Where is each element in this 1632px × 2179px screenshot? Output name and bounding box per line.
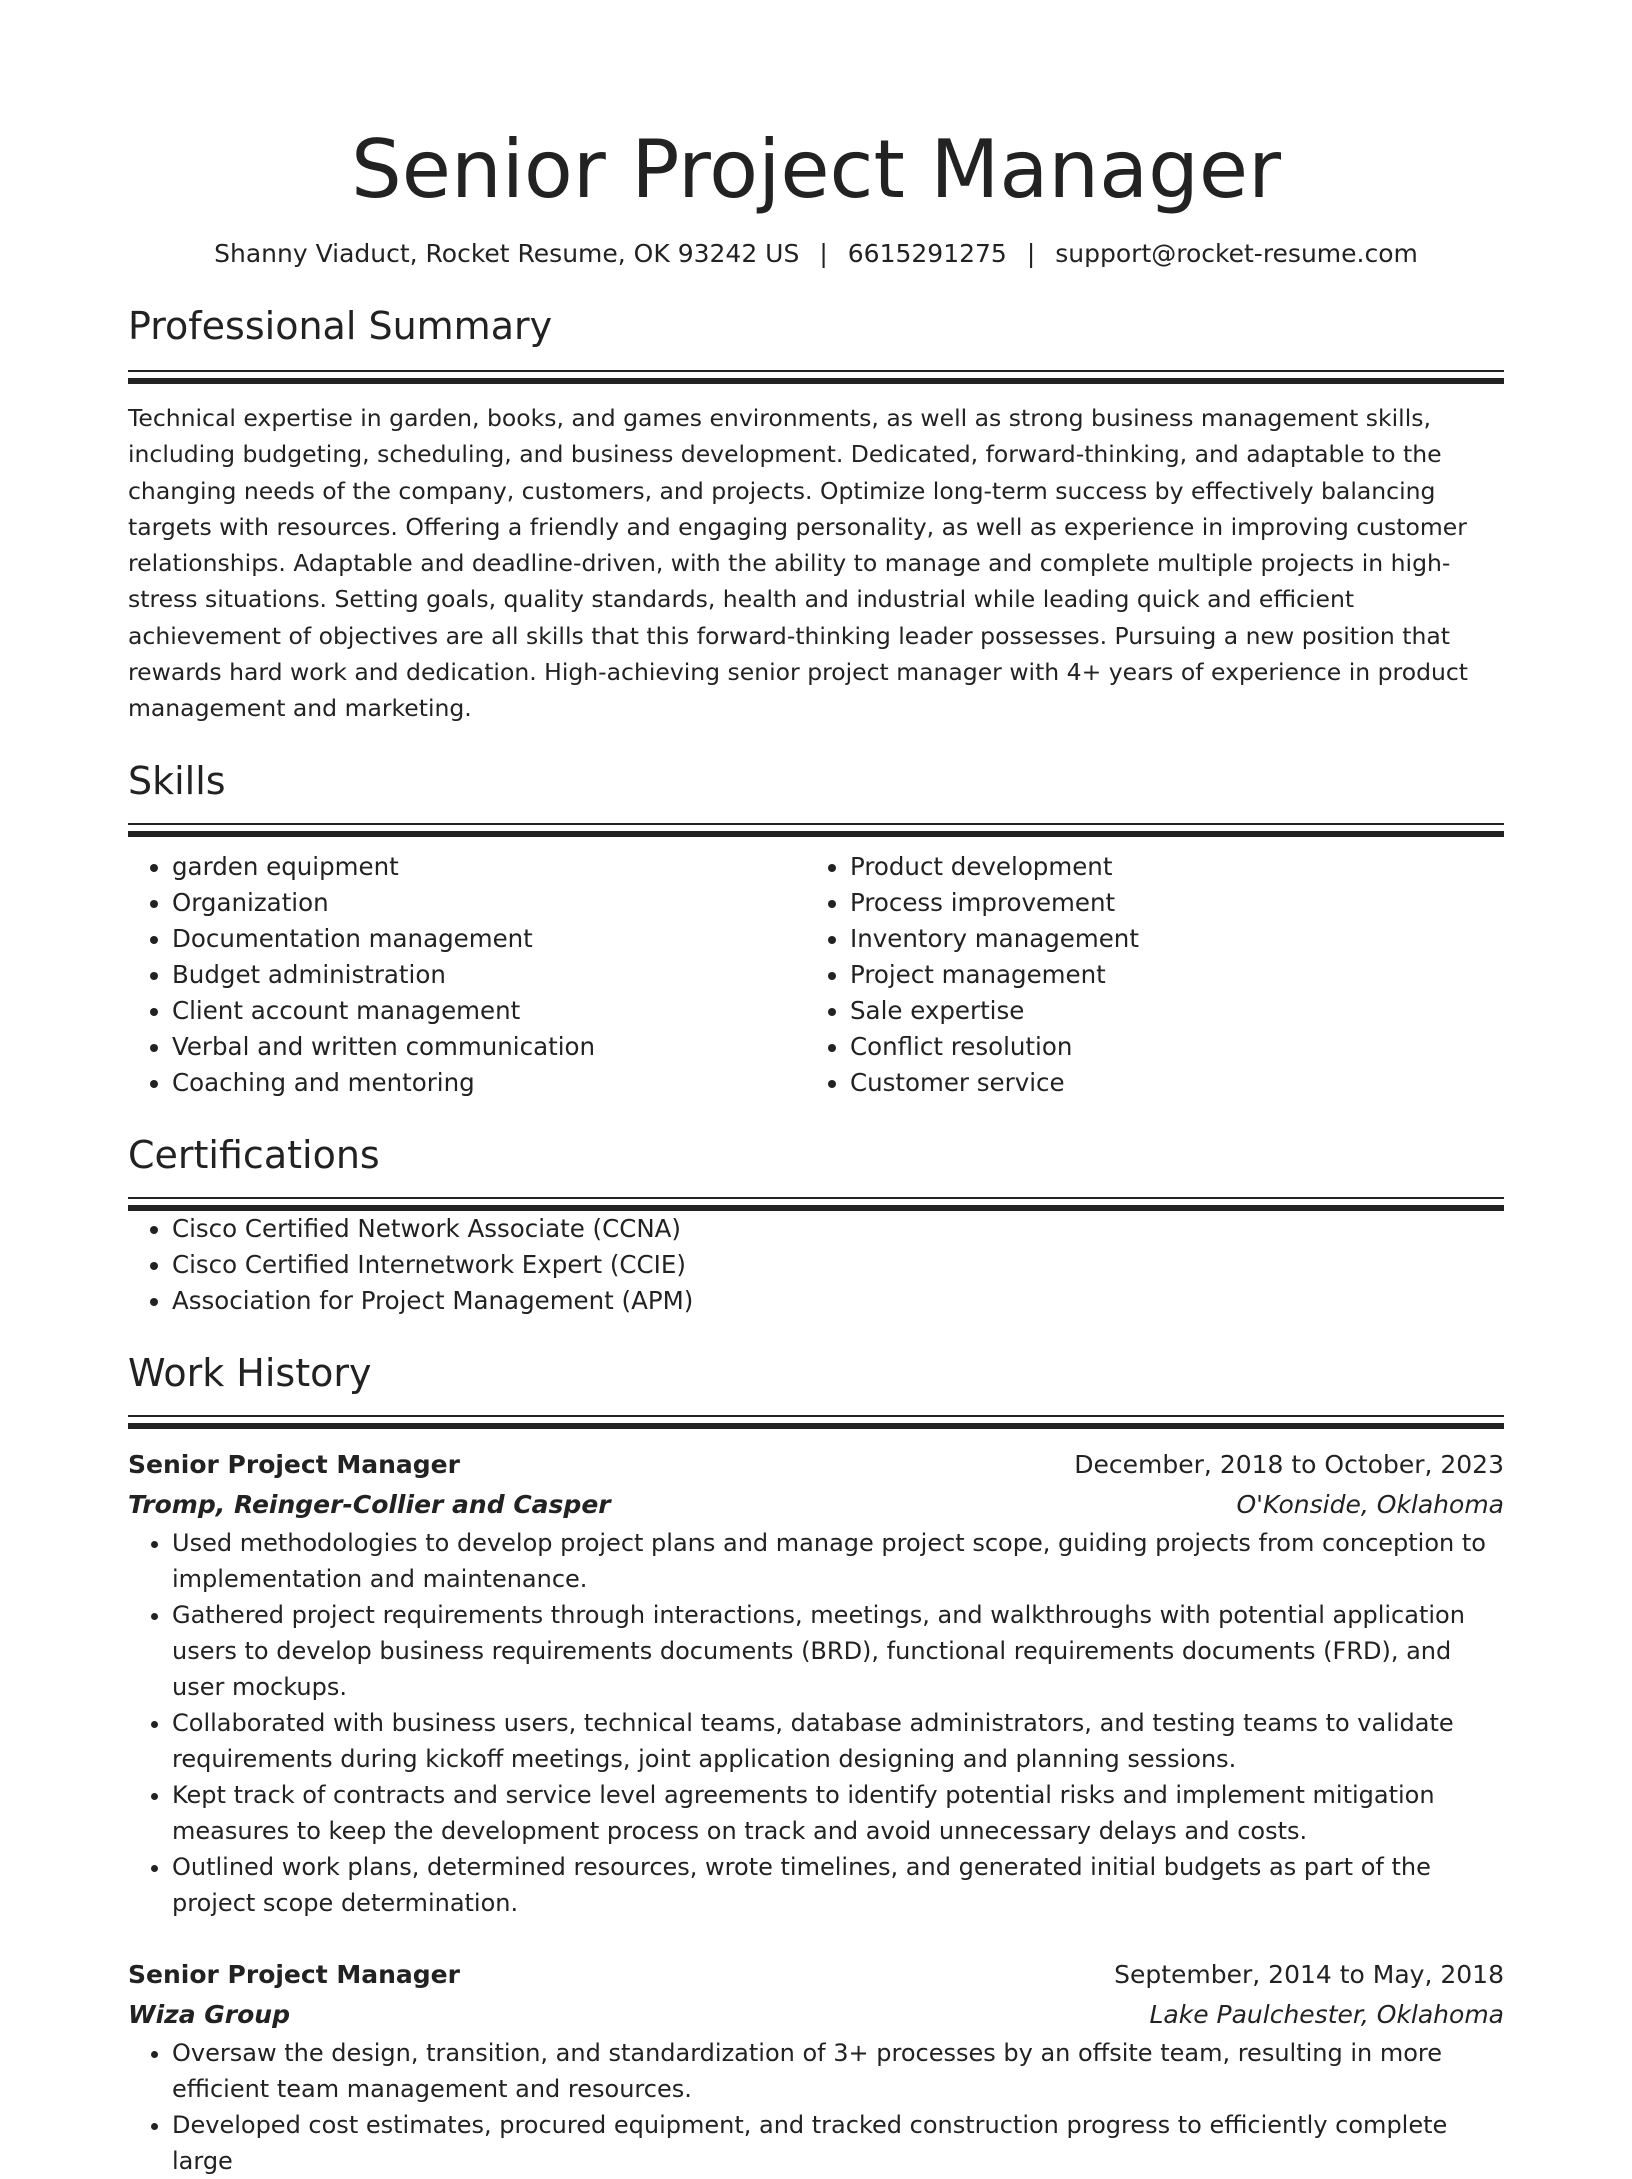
resume-title: Senior Project Manager	[351, 123, 1281, 216]
job-title: Senior Project Manager	[128, 1449, 460, 1479]
skills-list-left	[128, 849, 806, 1101]
job-bullet: • Outlined work plans, determined resources, wrote timelines, and generated initial budgets as part of the project scope determination.	[172, 1849, 1504, 1921]
contact-line	[128, 236, 1504, 272]
skill-item: • Verbal and written communication	[172, 1029, 806, 1065]
skills-column-left	[128, 849, 806, 1101]
job-bullet: • Kept track of contracts and service level agreements to identify potential risks and implement mitigation measures to keep the development process on track and avoid unnecessary delays and costs.	[172, 1777, 1504, 1849]
job-entry	[128, 1955, 1504, 2179]
work-history-section	[128, 1347, 1504, 2179]
job-bullet: • Oversaw the design, transition, and standardization of 3+ processes by an offsite team, resulting in more efficient team management and resources.	[172, 2035, 1504, 2107]
job-location: O'Konside, Oklahoma	[1236, 1489, 1504, 1519]
contact-separator: |	[819, 239, 828, 268]
job-dates: December, 2018 to October, 2023	[1074, 1449, 1504, 1479]
job-company: Wiza Group	[128, 1999, 290, 2029]
certification-item: • Cisco Certified Internetwork Expert (CCIE)	[172, 1247, 1504, 1283]
job-company: Tromp, Reinger-Collier and Casper	[128, 1489, 611, 1519]
resume-page	[128, 0, 1504, 2179]
job-title: Senior Project Manager	[128, 1959, 460, 1989]
skill-item: • Conflict resolution	[850, 1029, 1504, 1065]
skill-item: • garden equipment	[172, 849, 806, 885]
section-heading-certifications: Certifications	[128, 1132, 380, 1177]
summary-text: Technical expertise in garden, books, and games environments, as well as strong business management skills, including budgeting, scheduling, and business development. Dedicated, forward-thinking, and adaptable to the changing needs of the company, customers, and projects. Optimize long-term success by effectively balancing targets with resources. Offering a friendly and engaging personality, as well as experience in improving customer relationships. Adaptable and deadline-driven, with the ability to manage and complete multiple projects in high-stress situations. Setting goals, quality standards, health and industrial while leading quick and efficient achievement of objectives are all skills that this forward-thinking leader possesses. Pursuing a new position that rewards hard work and dedication. High-achieving senior project manager with 4+ years of experience in product management and marketing.	[128, 404, 1469, 723]
job-entry	[128, 1445, 1504, 1921]
section-heading-work-history: Work History	[128, 1350, 372, 1395]
section-rule-thick	[128, 1423, 1504, 1429]
job-bullet: • Gathered project requirements through interactions, meetings, and walkthroughs with potential application users to develop business requirements documents (BRD), functional requirements documents (FRD), and user mockups.	[172, 1597, 1504, 1705]
job-dates: September, 2014 to May, 2018	[1114, 1959, 1504, 1989]
certifications-list	[128, 1211, 1504, 1319]
skills-columns	[128, 849, 1504, 1101]
section-rule-thin	[128, 1415, 1504, 1417]
section-rule-thin	[128, 823, 1504, 825]
contact-address: Shanny Viaduct, Rocket Resume, OK 93242 US	[214, 239, 800, 268]
job-bullet: • Used methodologies to develop project plans and manage project scope, guiding projects from conception to implementation and maintenance.	[172, 1525, 1504, 1597]
skills-list-right	[806, 849, 1504, 1101]
skill-item: • Project management	[850, 957, 1504, 993]
section-rule-thick	[128, 378, 1504, 384]
job-header-row	[128, 1445, 1504, 1485]
job-bullet-list	[128, 2035, 1504, 2179]
skill-item: • Customer service	[850, 1065, 1504, 1101]
skill-item: • Budget administration	[172, 957, 806, 993]
certifications-section	[128, 1129, 1504, 1319]
section-heading-summary: Professional Summary	[128, 304, 553, 348]
skill-item: • Client account management	[172, 993, 806, 1029]
skill-item: • Product development	[850, 849, 1504, 885]
job-bullet: • Collaborated with business users, technical teams, database administrators, and testing teams to validate requirements during kickoff meetings, joint application designing and planning sessions.	[172, 1705, 1504, 1777]
section-rule-thick	[128, 831, 1504, 837]
section-heading-skills: Skills	[128, 758, 226, 803]
job-company-row	[128, 1485, 1504, 1525]
skill-item: • Coaching and mentoring	[172, 1065, 806, 1101]
job-bullet: • Developed cost estimates, procured equipment, and tracked construction progress to efficiently complete large	[172, 2107, 1504, 2179]
section-rule-thin	[128, 370, 1504, 372]
skill-item: • Documentation management	[172, 921, 806, 957]
job-bullet-list	[128, 1525, 1504, 1921]
contact-email: support@rocket-resume.com	[1055, 239, 1418, 268]
skill-item: • Inventory management	[850, 921, 1504, 957]
skill-item: • Process improvement	[850, 885, 1504, 921]
summary-section	[128, 300, 1504, 727]
certification-item: • Association for Project Management (APM)	[172, 1283, 1504, 1319]
job-location: Lake Paulchester, Oklahoma	[1149, 1999, 1504, 2029]
skills-column-right	[806, 849, 1504, 1101]
skills-section	[128, 755, 1504, 1101]
certification-item: • Cisco Certified Network Associate (CCNA)	[172, 1211, 1504, 1247]
job-company-row	[128, 1995, 1504, 2035]
skill-item: • Sale expertise	[850, 993, 1504, 1029]
contact-phone: 6615291275	[847, 239, 1007, 268]
contact-separator: |	[1026, 239, 1036, 268]
skill-item: • Organization	[172, 885, 806, 921]
section-rule-thin	[128, 1197, 1504, 1199]
job-header-row	[128, 1955, 1504, 1995]
